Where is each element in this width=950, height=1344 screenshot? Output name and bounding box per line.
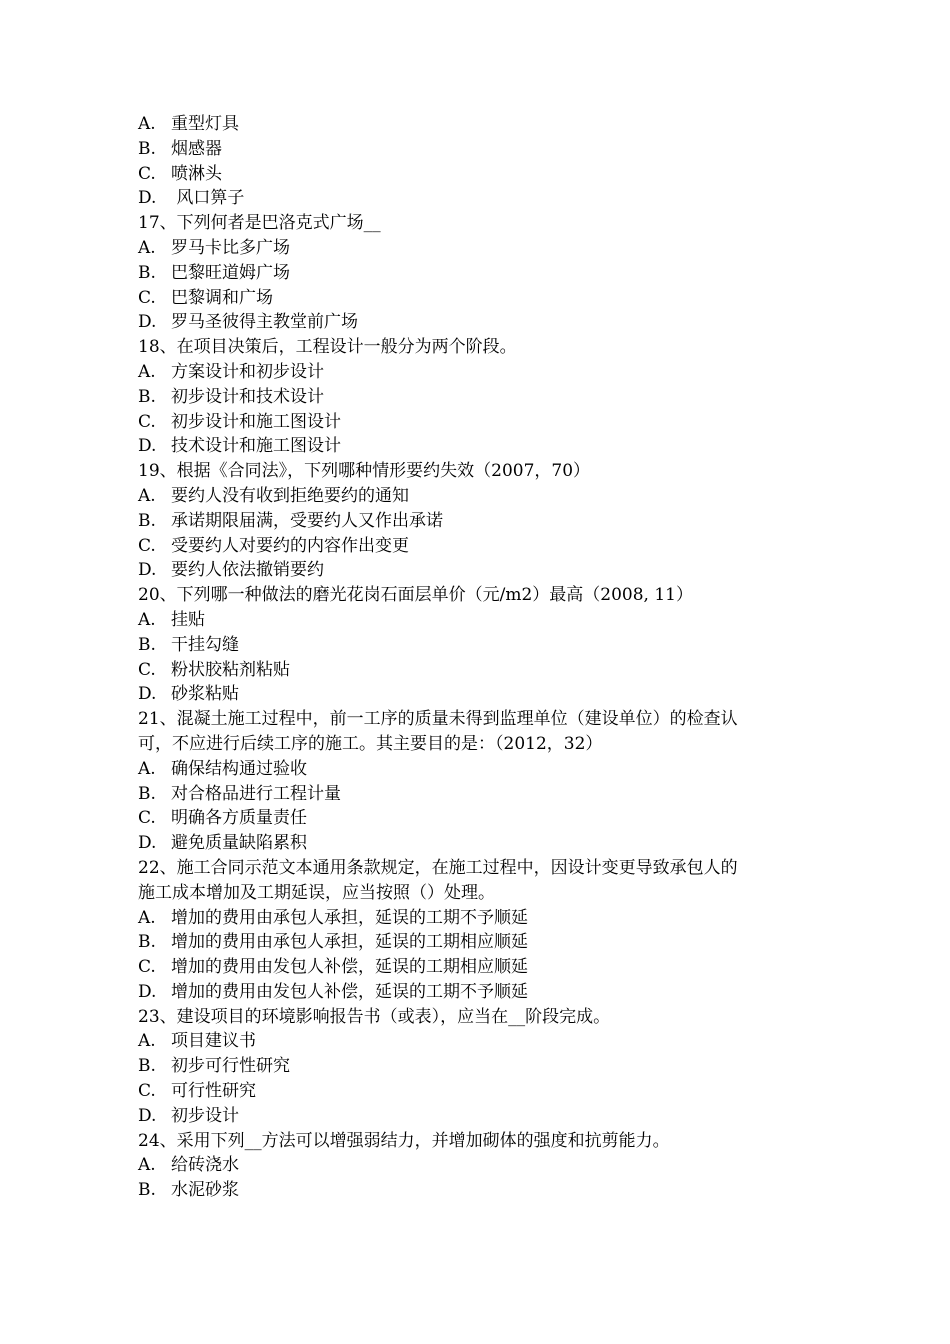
answer-option <box>138 186 818 211</box>
question-stem: 17、下列何者是巴洛克式广场__ <box>138 213 381 234</box>
option-letter: C. <box>138 535 156 556</box>
option-text: 对合格品进行工程计量 <box>171 783 341 804</box>
question-stem: 21、混凝土施工过程中，前一工序的质量未得到监理单位（建设单位）的检查认 <box>138 709 738 730</box>
option-text: 明确各方质量责任 <box>171 808 307 829</box>
option-letter: A. <box>138 758 156 779</box>
option-letter: B. <box>138 634 156 655</box>
option-letter: D. <box>138 833 157 854</box>
option-letter: A. <box>138 1155 156 1176</box>
option-letter: B. <box>138 138 156 159</box>
question-block <box>138 707 818 856</box>
option-text: 避免质量缺陷累积 <box>171 833 307 854</box>
option-text: 项目建议书 <box>171 1031 256 1052</box>
option-text: 初步设计和施工图设计 <box>171 411 341 432</box>
option-letter: C. <box>138 411 156 432</box>
question-block <box>138 856 818 1005</box>
question-block <box>138 1129 818 1203</box>
answer-option <box>138 434 818 459</box>
option-text: 干挂勾缝 <box>171 634 239 655</box>
answer-option <box>138 137 818 162</box>
question-stem: 19、根据《合同法》，下列哪种情形要约失效（2007，70） <box>138 461 591 482</box>
answer-option <box>138 955 818 980</box>
question-stem: 20、下列哪一种做法的磨光花岗石面层单价（元/m2）最高（2008, 11） <box>138 585 693 606</box>
question-block <box>138 335 818 459</box>
option-text: 风口箅子 <box>171 188 245 209</box>
option-letter: A. <box>138 114 156 134</box>
question-block <box>138 211 818 335</box>
option-letter: D. <box>138 312 157 333</box>
answer-option <box>138 980 818 1005</box>
option-letter: D. <box>138 684 157 705</box>
option-letter: B. <box>138 386 156 407</box>
answer-option <box>138 509 818 534</box>
option-text: 初步设计 <box>171 1105 239 1126</box>
option-text: 巴黎旺道姆广场 <box>171 262 290 283</box>
option-text: 受要约人对要约的内容作出变更 <box>171 535 409 556</box>
option-text: 技术设计和施工图设计 <box>171 436 341 457</box>
option-letter: A. <box>138 907 156 928</box>
answer-option <box>138 162 818 187</box>
question-stem: 可，不应进行后续工序的施工。其主要目的是：（2012，32） <box>138 733 603 754</box>
option-letter: D. <box>138 1105 157 1126</box>
option-text: 水泥砂浆 <box>171 1180 239 1201</box>
option-text: 增加的费用由发包人补偿，延误的工期不予顺延 <box>171 981 528 1002</box>
answer-option <box>138 1178 818 1203</box>
answer-option <box>138 930 818 955</box>
option-text: 增加的费用由承包人承担，延误的工期不予顺延 <box>171 907 528 928</box>
option-letter: C. <box>138 287 156 308</box>
answer-option <box>138 360 818 385</box>
answer-option <box>138 831 818 856</box>
option-letter: A. <box>138 485 156 506</box>
answer-option <box>138 757 818 782</box>
question-stem: 施工成本增加及工期延误，应当按照（）处理。 <box>138 882 495 903</box>
answer-option <box>138 658 818 683</box>
answer-option <box>138 1104 818 1129</box>
option-text: 烟感器 <box>171 138 222 159</box>
answer-option <box>138 1079 818 1104</box>
question-stem: 23、建设项目的环境影响报告书（或表），应当在__阶段完成。 <box>138 1006 611 1027</box>
option-letter: A. <box>138 609 156 630</box>
answer-option <box>138 782 818 807</box>
answer-option <box>138 534 818 559</box>
option-text: 初步设计和技术设计 <box>171 386 324 407</box>
option-letter: D. <box>138 560 157 581</box>
answer-option <box>138 558 818 583</box>
answer-option <box>138 112 818 137</box>
option-letter: C. <box>138 808 156 829</box>
question-stem: 18、在项目决策后，工程设计一般分为两个阶段。 <box>138 337 517 358</box>
question-stem: 22、施工合同示范文本通用条款规定，在施工过程中，因设计变更导致承包人的 <box>138 857 738 878</box>
option-text: 初步可行性研究 <box>171 1056 290 1077</box>
option-letter: D. <box>138 981 157 1002</box>
option-text: 方案设计和初步设计 <box>171 361 324 382</box>
answer-option <box>138 410 818 435</box>
option-text: 增加的费用由承包人承担，延误的工期相应顺延 <box>171 932 528 953</box>
option-text: 罗马圣彼得主教堂前广场 <box>171 312 358 333</box>
option-text: 巴黎调和广场 <box>171 287 273 308</box>
option-text: 砂浆粘贴 <box>171 684 239 705</box>
option-letter: A. <box>138 1031 156 1052</box>
document-content <box>138 112 818 1203</box>
option-letter: B. <box>138 1180 156 1201</box>
answer-option <box>138 236 818 261</box>
question-stem: 24、采用下列__方法可以增强弱结力，并增加砌体的强度和抗剪能力。 <box>138 1130 670 1151</box>
answer-option <box>138 906 818 931</box>
option-letter: A. <box>138 361 156 382</box>
option-text: 要约人没有收到拒绝要约的通知 <box>171 485 409 506</box>
option-letter: C. <box>138 1081 156 1102</box>
question-block <box>138 583 818 707</box>
option-text: 粉状胶粘剂粘贴 <box>171 659 290 680</box>
answer-option <box>138 286 818 311</box>
answer-option <box>138 608 818 633</box>
answer-option <box>138 385 818 410</box>
question-block <box>138 459 818 583</box>
answer-option <box>138 310 818 335</box>
option-text: 喷淋头 <box>171 163 222 184</box>
answer-option <box>138 1054 818 1079</box>
answer-option <box>138 1153 818 1178</box>
option-letter: B. <box>138 1056 156 1077</box>
option-letter: D. <box>138 188 157 209</box>
option-text: 要约人依法撤销要约 <box>171 560 324 581</box>
option-text: 给砖浇水 <box>171 1155 239 1176</box>
question-block <box>138 1005 818 1129</box>
answer-option <box>138 484 818 509</box>
option-text: 承诺期限届满，受要约人又作出承诺 <box>171 510 443 531</box>
option-letter: D. <box>138 436 157 457</box>
option-text: 确保结构通过验收 <box>171 758 307 779</box>
option-text: 可行性研究 <box>171 1081 256 1102</box>
answer-option <box>138 682 818 707</box>
option-text: 重型灯具 <box>171 114 239 134</box>
option-letter: B. <box>138 510 156 531</box>
option-text: 罗马卡比多广场 <box>171 237 290 258</box>
option-text: 挂贴 <box>171 609 205 630</box>
answer-option <box>138 1029 818 1054</box>
option-letter: C. <box>138 163 156 184</box>
option-letter: C. <box>138 659 156 680</box>
option-text: 增加的费用由发包人补偿，延误的工期相应顺延 <box>171 957 528 978</box>
option-letter: B. <box>138 932 156 953</box>
answer-option <box>138 806 818 831</box>
option-letter: B. <box>138 262 156 283</box>
answer-option <box>138 261 818 286</box>
option-letter: A. <box>138 237 156 258</box>
option-letter: B. <box>138 783 156 804</box>
answer-option <box>138 633 818 658</box>
option-letter: C. <box>138 957 156 978</box>
